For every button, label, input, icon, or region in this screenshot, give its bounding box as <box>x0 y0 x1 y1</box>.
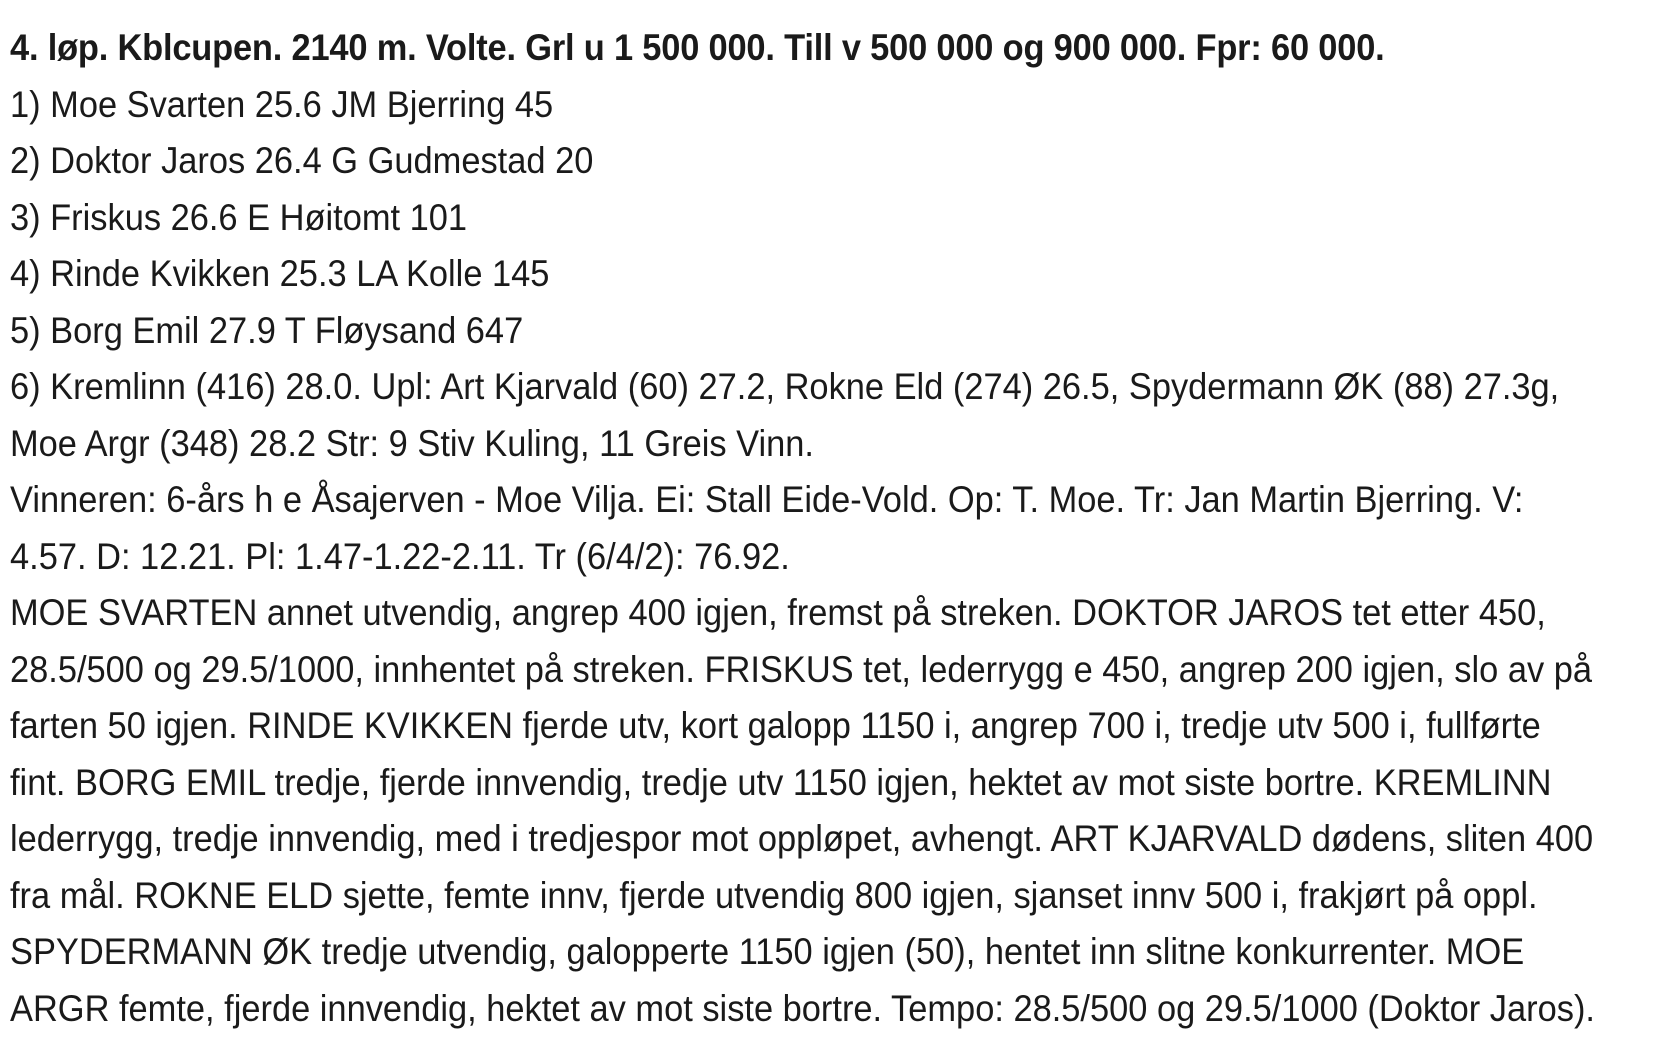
commentary-line-6: fra mål. ROKNE ELD sjette, femte innv, fjerde utvendig 800 igjen, sjanset innv 500 i, frakjørt på oppl. <box>10 874 1538 916</box>
commentary-line-1: MOE SVARTEN annet utvendig, angrep 400 igjen, fremst på streken. DOKTOR JAROS tet etter 450, <box>10 592 1546 633</box>
others-line-2: Moe Argr (348) 28.2 Str: 9 Stiv Kuling, 11 Greis Vinn. <box>10 422 814 464</box>
commentary-line-4: fint. BORG EMIL tredje, fjerde innvendig, tredje utv 1150 igjen, hektet av mot siste bortre. KREMLINN <box>10 761 1552 803</box>
others-line-1: 6) Kremlinn (416) 28.0. Upl: Art Kjarvald (60) 27.2, Rokne Eld (274) 26.5, Spydermann ØK (88) 27.3g, <box>10 366 1560 407</box>
race-title: 4. løp. Kblcupen. 2140 m. Volte. Grl u 1 500 000. Till v 500 000 og 900 000. Fpr: 60 000. <box>10 27 1385 68</box>
winner-line-1: Vinneren: 6-års h e Åsajerven - Moe Vilja. Ei: Stall Eide-Vold. Op: T. Moe. Tr: Jan Martin Bjerring. V: <box>10 479 1524 520</box>
commentary-line-2: 28.5/500 og 29.5/1000, innhentet på streken. FRISKUS tet, lederrygg e 450, angrep 200 igjen, slo av på <box>10 648 1593 690</box>
winner-line-2: 4.57. D: 12.21. Pl: 1.47-1.22-2.11. Tr (6/4/2): 76.92. <box>10 535 790 577</box>
result-line-2: 2) Doktor Jaros 26.4 G Gudmestad 20 <box>10 140 594 181</box>
result-line-1: 1) Moe Svarten 25.6 JM Bjerring 45 <box>10 83 554 125</box>
result-line-4: 4) Rinde Kvikken 25.3 LA Kolle 145 <box>10 253 550 294</box>
commentary-line-7: SPYDERMANN ØK tredje utvendig, galopperte 1150 igjen (50), hentet inn slitne konkurrenter. MOE <box>10 931 1525 972</box>
result-line-3: 3) Friskus 26.6 E Høitomt 101 <box>10 196 468 238</box>
result-line-5: 5) Borg Emil 27.9 T Fløysand 647 <box>10 309 524 351</box>
commentary-line-5: lederrygg, tredje innvendig, med i tredjespor mot oppløpet, avhengt. ART KJARVALD dødens, sliten 400 <box>10 818 1594 859</box>
commentary-line-8: ARGR femte, fjerde innvendig, hektet av mot siste bortre. Tempo: 28.5/500 og 29.5/1000 (Doktor Jaros). <box>10 987 1595 1029</box>
commentary-line-3: farten 50 igjen. RINDE KVIKKEN fjerde utv, kort galopp 1150 i, angrep 700 i, tredje utv 500 i, fullførte <box>10 705 1541 746</box>
race-report <box>10 20 1665 1037</box>
